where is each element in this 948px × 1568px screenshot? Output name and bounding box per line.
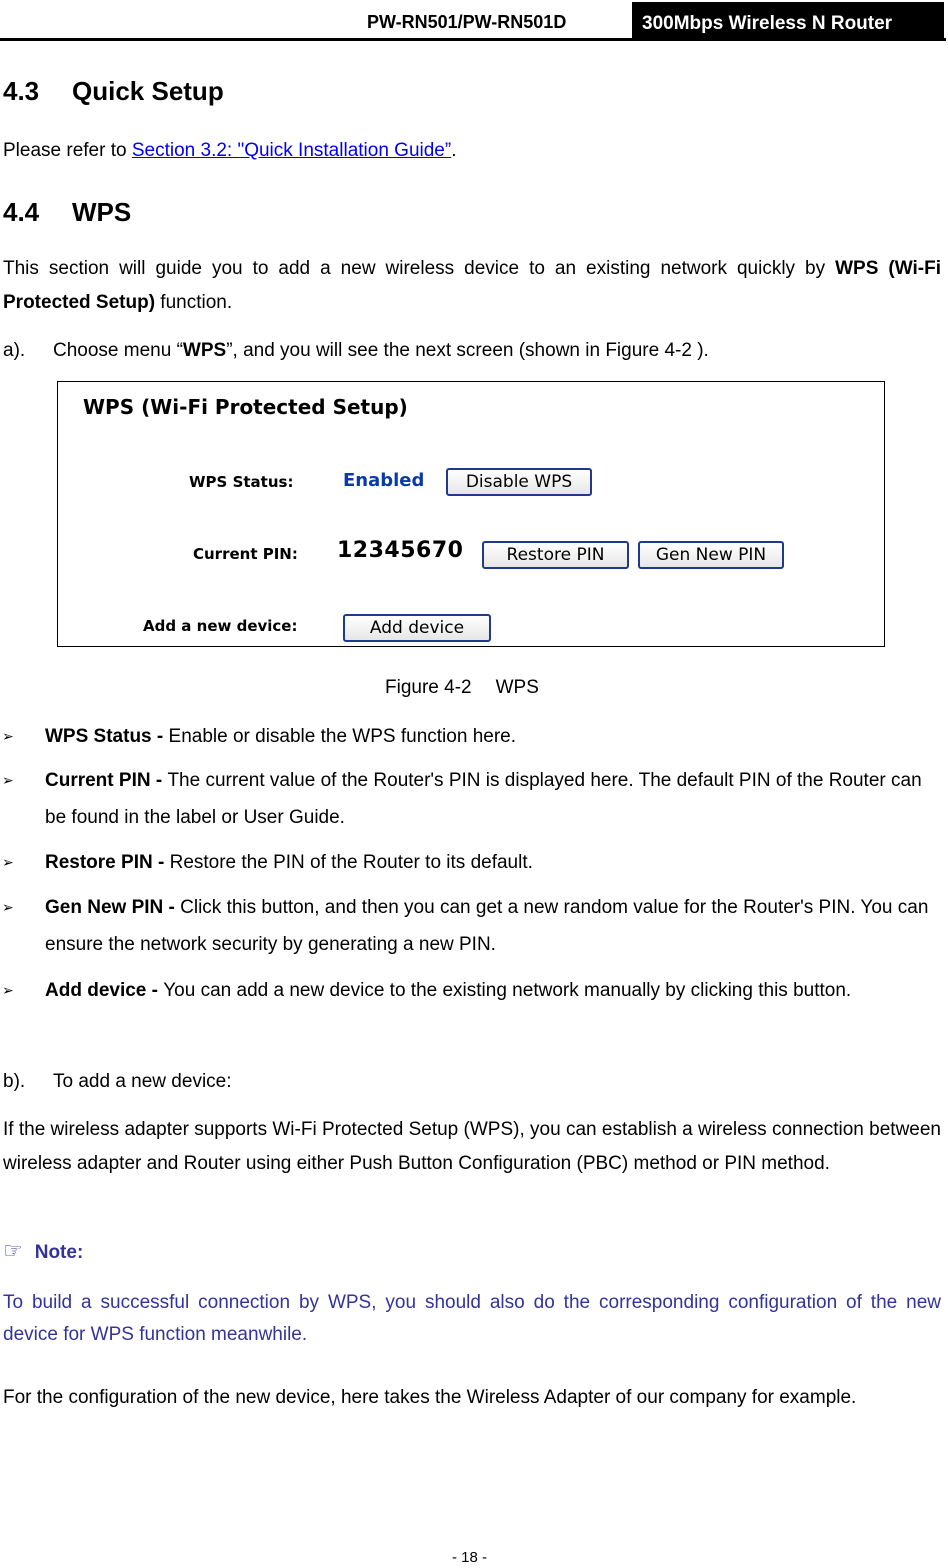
step-a-bold: WPS bbox=[182, 340, 227, 361]
bullet-description: You can add a new device to the existing network manually by clicking this button. bbox=[163, 980, 852, 1001]
header-rule bbox=[0, 38, 946, 41]
section-number: 4.4 bbox=[3, 197, 40, 227]
step-b bbox=[3, 1065, 933, 1099]
quick-installation-guide-link[interactable]: Section 3.2: "Quick Installation Guide” bbox=[131, 140, 452, 161]
current-pin-value: 12345670 bbox=[337, 538, 464, 563]
step-b-text: To add a new device: bbox=[53, 1071, 232, 1092]
bullet-description: Restore the PIN of the Router to its default. bbox=[169, 852, 533, 873]
bullet-term: Gen New PIN - bbox=[45, 897, 181, 918]
bullet-arrow-icon: ➢ bbox=[2, 854, 14, 870]
bullet-term: Add device - bbox=[45, 980, 164, 1001]
step-b-marker: b). bbox=[3, 1071, 26, 1092]
quick-setup-period: . bbox=[451, 140, 457, 161]
figure-caption bbox=[385, 677, 539, 699]
note-text: To build a successful connection by WPS, you should also do the corresponding configuration of the new device for WPS function meanwhile. bbox=[3, 1292, 941, 1345]
config-paragraph: For the configuration of the new device, here takes the Wireless Adapter of our company for example. bbox=[3, 1387, 857, 1408]
bullet-arrow-icon: ➢ bbox=[2, 728, 14, 744]
step-a-text: Choose menu “ bbox=[53, 340, 183, 361]
figure-caption-text: WPS bbox=[495, 677, 539, 698]
step-a bbox=[3, 334, 933, 368]
header-model-names: PW-RN501/PW-RN501D bbox=[367, 12, 567, 32]
header-product-name: 300Mbps Wireless N Router bbox=[632, 2, 944, 38]
bullet-arrow-icon: ➢ bbox=[2, 772, 14, 788]
section-title: Quick Setup bbox=[72, 76, 224, 106]
wps-intro-end: function. bbox=[155, 292, 233, 313]
section-heading-wps bbox=[3, 197, 131, 228]
bullet-description: Click this button, and then you can get a new random value for the Router's PIN. You can ensure the network security by generating a new PIN. bbox=[45, 897, 929, 955]
section-title: WPS bbox=[72, 197, 132, 227]
section-heading-quick-setup bbox=[3, 76, 224, 107]
bullet-term: WPS Status - bbox=[45, 726, 169, 747]
disable-wps-button[interactable]: Disable WPS bbox=[446, 468, 592, 496]
bullet-description: Enable or disable the WPS function here. bbox=[168, 726, 516, 747]
bullet-term: Current PIN - bbox=[45, 770, 168, 791]
step-a-text-end: ”, and you will see the next screen (shown in Figure 4-2 ). bbox=[226, 340, 709, 361]
wps-intro-text: This section will guide you to add a new wireless device to an existing network quickly by bbox=[3, 258, 836, 279]
current-pin-label: Current PIN: bbox=[193, 545, 298, 563]
wps-methods-paragraph: If the wireless adapter supports Wi-Fi Protected Setup (WPS), you can establish a wireless connection between wireless adapter and Router using either Push Button Configuration (PBC) method or PIN method. bbox=[3, 1119, 941, 1174]
section-number: 4.3 bbox=[3, 76, 40, 106]
quick-setup-text: Please refer to bbox=[3, 140, 132, 161]
bullet-description: The current value of the Router's PIN is displayed here. The default PIN of the Router can be found in the label or User Guide. bbox=[45, 770, 922, 828]
note-label: Note: bbox=[34, 1242, 84, 1263]
add-device-button[interactable]: Add device bbox=[343, 614, 491, 642]
note-heading bbox=[3, 1238, 83, 1264]
step-a-marker: a). bbox=[3, 340, 26, 361]
add-device-label: Add a new device: bbox=[143, 617, 298, 635]
restore-pin-button[interactable]: Restore PIN bbox=[482, 541, 629, 569]
wps-panel-title: WPS (Wi-Fi Protected Setup) bbox=[83, 395, 408, 419]
gen-new-pin-button[interactable]: Gen New PIN bbox=[638, 541, 784, 569]
wps-status-value: Enabled bbox=[343, 470, 425, 491]
wps-settings-screenshot bbox=[57, 381, 885, 647]
wps-status-label: WPS Status: bbox=[189, 473, 294, 491]
bullet-term: Restore PIN - bbox=[45, 852, 170, 873]
wps-intro-paragraph bbox=[3, 252, 941, 320]
page-number: - 18 - bbox=[452, 1549, 488, 1566]
figure-number: Figure 4-2 bbox=[385, 677, 472, 698]
wps-intro-bold: WPS (Wi-Fi Protected Setup) bbox=[3, 258, 941, 313]
bullet-arrow-icon: ➢ bbox=[2, 982, 14, 998]
pointing-hand-icon: ☞ bbox=[3, 1238, 23, 1263]
bullet-arrow-icon: ➢ bbox=[2, 899, 14, 915]
quick-setup-paragraph bbox=[3, 134, 933, 168]
